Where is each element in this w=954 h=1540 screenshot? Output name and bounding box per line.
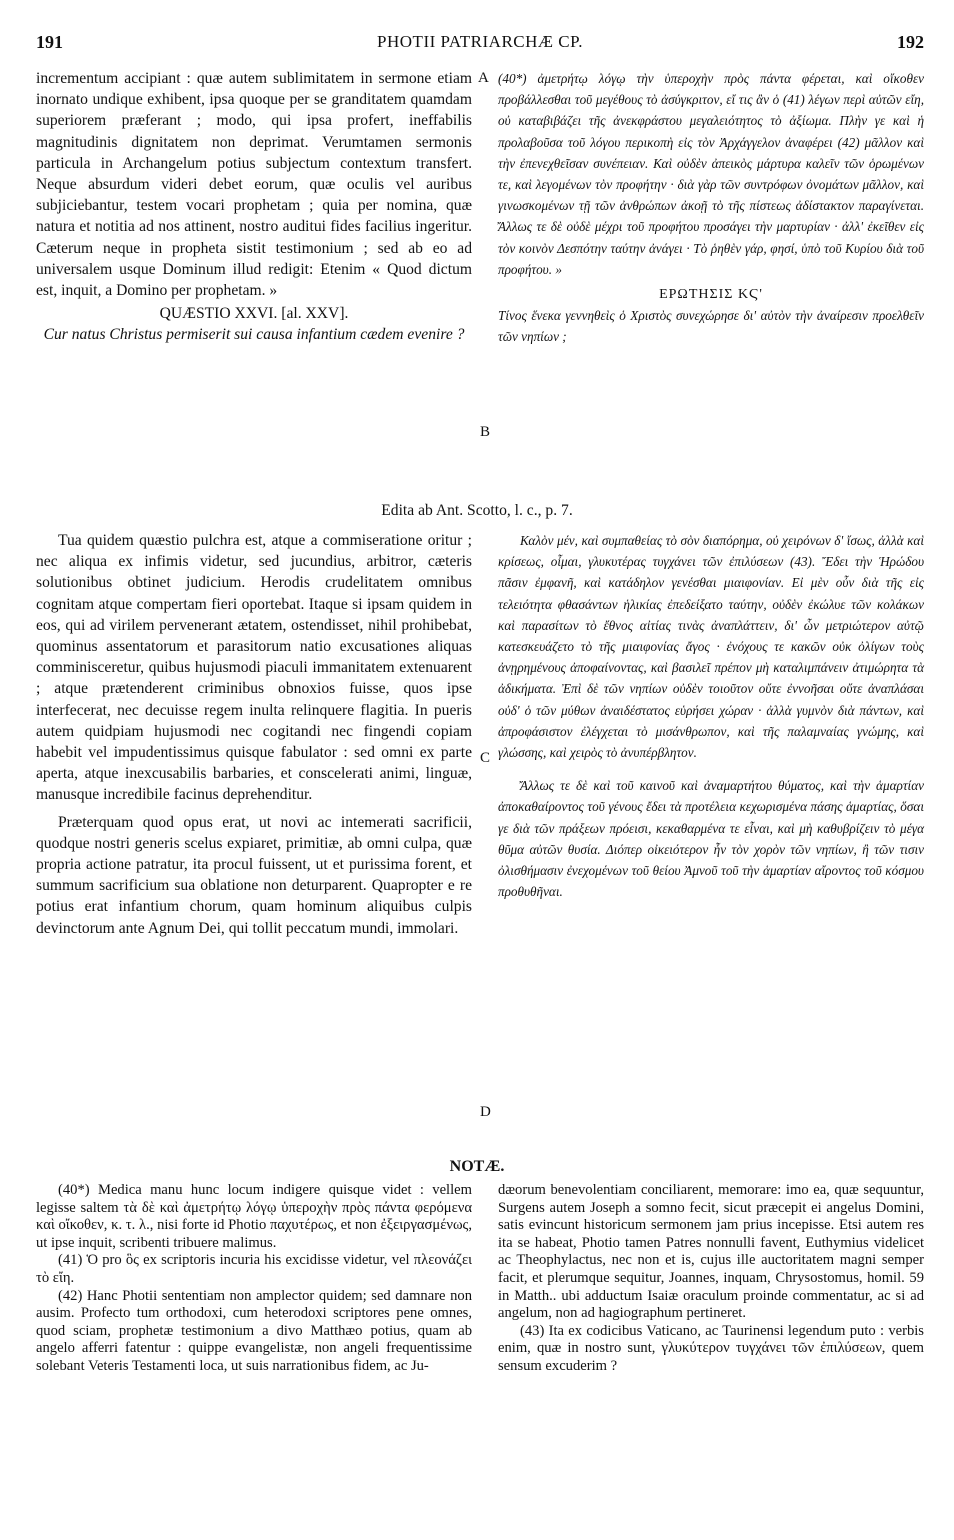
page-number-left: 191 (36, 32, 63, 52)
note-42: (42) Hanc Photii sententiam non amplector quidem; sed damnare non ausim. Profecto tum orthodoxi, cum heterodoxi scriptores pene omnes, quod sciam, prophetæ testimonium a divo Matthæo potius, quam ab angelo afferri fatentur : quippe evangelistæ, non angeli frequentissime solebant Veteris Testamenti loca, ut suis narrationibus fidem, ac Ju- (36, 1287, 472, 1374)
greek-column-top (498, 68, 924, 348)
note-42-continued: dæorum benevolentiam conciliarent, memorare: imo ea, quæ sequuntur, Surgens autem Joseph a somno fecit, sicut præcepit ei angelus Domini, satis evincunt historicum sermonem jam prius incepisse. Etsi autem res ita se habeat, Photio tamen Patres nonnulli favent, Euthymius videlicet ac Theophylactus, nec non et is, cujus ille auctoritatem magni semper facit, et plerumque sequitur, Joannes, inquam, Chrysostomus, homil. 59 in Matth.. ubi adductum Isaiæ oraculum proinde commentatur, ac si ad angelum, non ad hagiographum pertineret. (498, 1182, 924, 1322)
latin-paragraph-2: Præterquam quod opus erat, ut novi ac intemerati sacrificii, quodque nostri generis scelus expiaret, primitiæ, ab omni culpa, quæ propria actione patratur, ita procul fuissent, ut et purissima forent, et summum sacrificium sua oblatione non deturparent. Quapropter e re potius erat infantium chorum, quam hominum aliquibus culpis devinctorum ante Agnum Dei, qui tollit peccatum mundi, immolari. (36, 813, 472, 937)
margin-letter-b: B (480, 424, 491, 440)
margin-letter-d: D (480, 1104, 491, 1120)
latin-column-top (36, 68, 472, 346)
notes-right-column (498, 1182, 924, 1376)
margin-letter-c: C (480, 750, 491, 766)
greek-column-bottom (498, 530, 924, 902)
edition-note: Edita ab Ant. Scotto, l. c., p. 7. (381, 502, 573, 519)
margin-letter-a: A (478, 70, 489, 86)
latin-paragraph-1: Tua quidem quæstio pulchra est, atque a commiseratione oritur ; nec aliqua ex infimis videtur, sed jucundius, arbitror, cæteris solutionibus obtinet judicium. Herodis crudelitatem omnibus cognitam atque compertam fieri oportebat. Itaque si ipsam quidem in eos, qui ad virilem pervenerant ætatem, ostendisset, nihil prohibebat, quominus assentatorum et parasitorum natio excusationes aliquas comminisceretur, quibus hujusmodi piaculi immanitatem extenuarent ; atque prætenderent criminibus obnoxios fuisse, quos ipse interfecerat, nec decuisse regem inulta relinquere flagitia. In pueris autem quidpiam hujusmodi nec cogitandi nec fingendi copiam habebit vel impudentissimus quisque fabulator : sed omni ex parte aperta, atque inexcusabilis barbaries, et conscelerati animi, linguæ, manusque incredibile facinus deprehenditur. (36, 532, 472, 804)
notes-left-column (36, 1182, 472, 1376)
greek-question-subtitle: Τίνος ἕνεκα γεννηθεὶς ὁ Χριστὸς συνεχώρησε δι' αὐτὸν τὴν ἀναίρεσιν προελθεῖν τῶν νηπίων ; (498, 308, 924, 345)
note-41: (41) Ὁ pro ὃς ex scriptoris incuria his excidisse videtur, vel πλεονάζει τὸ εἴη. (36, 1252, 472, 1286)
running-header (36, 32, 924, 60)
greek-paragraph-2: Ἄλλως τε δὲ καὶ τοῦ καινοῦ καὶ ἀναμαρτήτου θύματος, καὶ τὴν ἁμαρτίαν ἀποκαθαίροντος τοῦ γένους ἔδει τὰ προτέλεια κεχωρισμένα πάσης ἁμαρτίας, ὅσαι γε διὰ τῶν πράξεων πρόεισι, κεκαθαρμένα τε εἶναι, καὶ μὴ καθυβρίζειν τὸ μέγα θῦμα αὐτῶν θυσία. Διόπερ οἰκειότερον ἦν τὸν χορὸν τῶν νηπίων, ἢ τῶν τισιν ὀλισθήμασιν ἐνεχομένων τοῦ θείου Ἀμνοῦ τοῦ τὴν ἁμαρτίαν αἴροντος τοῦ κόσμου προθυθῆναι. (498, 778, 924, 900)
notes-heading: NOTÆ. (449, 1158, 505, 1175)
note-43: (43) Ita ex codicibus Vaticano, ac Taurinensi legendum puto : verbis enim, quæ in nostro sunt, γλυκύτερον τυγχάνει τῶν ἐπιλύσεων, quem sensum excuderim ? (498, 1322, 924, 1374)
page-number-right: 192 (897, 32, 924, 52)
greek-question-title: ΕΡΩΤΗΣΙΣ ΚϚ' (659, 287, 763, 303)
greek-paragraph-1: Καλὸν μέν, καὶ συμπαθείας τὸ σὸν διαπόρημα, οὐ χειρόνων δ' ἴσως, ἀλλὰ καὶ κρίσεως, οἶμαι, γλυκυτέρας τυγχάνει τῶν ἐπιλύσεων (43). Ἔδει τὴν Ἡρώδου πᾶσιν ἐμφανῆ, καὶ κατάδηλον γενέσθαι μιαιφονίαν. Εἰ μὲν οὖν διὰ τῆς εἰς τελειότητα φθασάντων ἡλικίας ἐπεδείξατο ταύτην, οὐδὲν ἐκώλυε τῶν κολάκων καὶ παρασίτων τὸ ἔθνος αἰτίας τινὰς ἀναπλάττειν, δι' ὧν μετριώτερον αὐτῷ κατεσκευάζετο τὸ τῆς μιαιφονίας ἄγος · ἐνόχους τε κακῶν οὐκ ὀλίγων τοὺς ἀνῃρημένους ἀποφαίνοντας, καὶ βασιλεῖ πρέπον μὴ καταλιμπάνειν ἀτιμώρητα τὰ ἀδικήματα. Ἐπὶ δὲ τῶν νηπίων οὐδὲν τοιοῦτον οὔτε ἐννοῆσαι οὔτε ἀναπλάσαι οὐδ' ὁ τῶν μύθων ἀναιδέστατος εὑρήσει χώραν · ἀλλὰ γυμνὸν διὰ πάντων, καὶ ἀπροφάσιστον ἐλέγχεται τὸ μισάνθρωπον, καὶ τῆς παλαμναίας γνώμης, καὶ γλώσσης, καὶ χειρὸς τὸ ἀνυπέρβλητον. (498, 533, 924, 761)
running-title: PHOTII PATRIARCHÆ CP. (377, 32, 583, 51)
latin-column-bottom (36, 530, 472, 939)
note-40: (40*) Medica manu hunc locum indigere quisque videt : vellem legisse saltem τὰ δὲ καὶ ἀμετρήτῳ λόγῳ ὑπεροχὴν πρὸς πάντα φερόμενα καὶ οἴκοθεν, κ. τ. λ., nisi forte id Photio παχυτέρως, et non ἐξειργασμένως, ut ipse inquit, scribenti tribuere malimus. (36, 1182, 472, 1251)
greek-text-continuation: (40*) ἀμετρήτῳ λόγῳ τὴν ὑπεροχὴν πρὸς πάντα φέρεται, καὶ οἴκοθεν προβάλλεσθαι τοῦ μεγέθους τὸ ἀσύγκριτον, εἴ τις ἂν ὁ (41) λέγων περὶ αὐτῶν εἴη, οὐ καταβιβάζει τῆς ἀνεκφράστου μεγαλειότητος τὸ ἀξίωμα. Πλὴν γε καὶ ἡ προλαβοῦσα τοῦ λόγου περικοπὴ εἰς τὸν Ἀρχάγγελον ἀναφέρει (42) μᾶλλον καὶ τὴν ἐπενεχθεῖσαν συνέπειαν. Καὶ οὐδὲν ἀπεικὸς μάρτυρα καλεῖν τῶν ὁρωμένων τε, καὶ λεγομένων τὸν προφήτην · διὰ γὰρ τῶν συντρόφων ὀνομάτων μᾶλλον, καὶ γινωσκομένων τῇ τῶν ἀνθρώπων ἀκοῇ τὸ τῆς πίστεως ἀδίστακτον παραγίνεται. Ἄλλως τε δὲ οὐδὲ μέχρι τοῦ προφήτου προσάγει τὴν μαρτυρίαν · ἀλλ' ἐκεῖθεν εἰς τὸν κοινὸν Δεσπότην ταύτην ἀνάγει · Τὸ ῥηθὲν γάρ, φησί, ὑπὸ τοῦ Κυρίου διὰ τοῦ προφήτου. » (498, 71, 924, 277)
latin-text-continuation: incrementum accipiant : quæ autem sublimitatem in sermone etiam inornato undique exhibent, ipsa quoque per se granditatem quamdam superiorem præferant ; modo, qui ipsa profert, ineffabilis magnitudinis dignitatem non deprimat. Verumtamen sermonis particula in Archangelum potius subjectum contextum transfert. Neque absurdum videri debet eorum, quæ oculis vel auribus subjiciebantur, testem vocari prophetam ; quia per nomina, quæ natura et notitia ad nos attinent, nostro auditui fides facilius ingeritur. Cæterum neque in propheta sistit testimonium ; sed ab eo ad universalem usque Dominum illud redigit: Etenim « Quod dictum est, inquit, a Domino per prophetam. » (36, 70, 472, 300)
latin-question-title: QUÆSTIO XXVI. [al. XXV]. (159, 305, 349, 323)
latin-question-subtitle: Cur natus Christus permiserit sui causa infantium cædem evenire ? (43, 326, 465, 344)
